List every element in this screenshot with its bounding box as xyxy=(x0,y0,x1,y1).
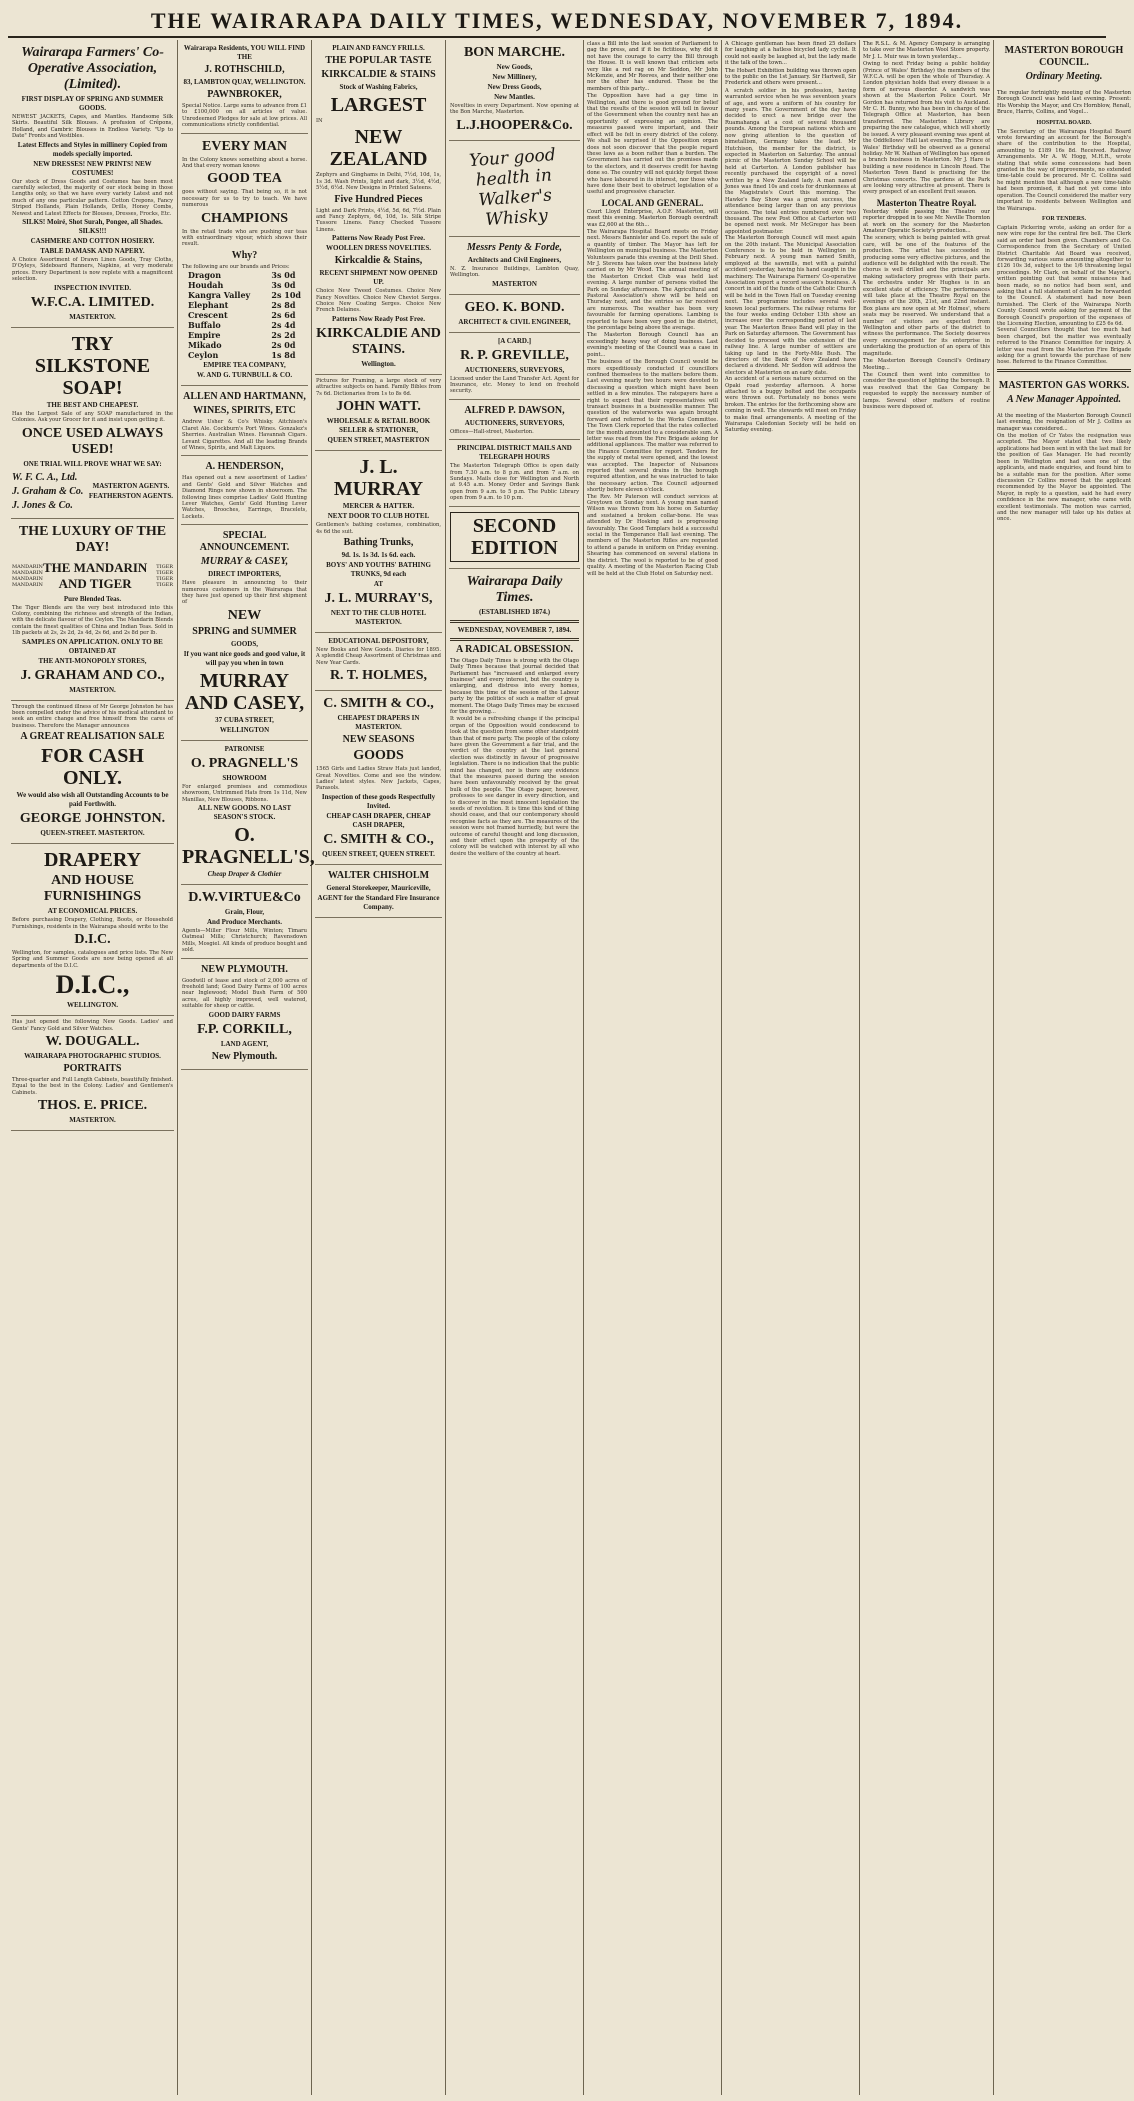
local-filler-1: The Wairarapa Hospital Board meets on Friday next. Messrs Bannister and Co. report the sale of a quantity of timber. The Mayor has left for Wellington on municipal business. The Masterton Volunteers parade this evening at the Drill Shed. Mr J. Stevens has taken over the business lately carried on by Mr Wood. The annual meeting of the Masterton Cricket Club was held last evening. A large number of persons visited the Park on Sunday afternoon. The Agricultural and Pastoral Association's show will be held on Thursday next, and the entries so far received are numerous. The weather has been very favourable for farming operations. Lambing is reported to have been very good in the district, the percentage being above the average. xyxy=(587,228,718,332)
local-body-2: The Masterton Borough Council has an exceedingly heavy way of doing business. Last evening's meeting of the Council was a case in point... xyxy=(587,332,718,358)
allen-ad xyxy=(181,386,308,456)
dawson-filler: Offices—Hall-street, Masterton. xyxy=(450,428,534,435)
one-trial: ONE TRIAL WILL PROVE WHAT WE SAY: xyxy=(23,459,162,468)
nice-goods: If you want nice goods and good value, it will pay you when in town xyxy=(183,649,306,667)
murrays: J. L. MURRAY'S, xyxy=(324,590,433,606)
penty-ad xyxy=(449,237,580,295)
bon-marche: BON MARCHE. xyxy=(463,45,566,60)
watt-filler: Pictures for Framing, a large stock of very attractive subjects on hand. Family Bibles from 7s 6d. Dictionaries from 1s to 8s 6d. xyxy=(316,377,441,397)
new-millinery: New Millinery, xyxy=(492,73,537,81)
furnishings-title: AND HOUSE FURNISHINGS xyxy=(43,873,142,905)
cheap-draper: Cheap Draper & Clothier xyxy=(207,870,282,878)
council-filler-1: The Secretary of the Wairarapa Hospital Board wrote forwarding an account for the Borough's share of the contribution to the Hospital, amounting to £189 16s 8d. Received. Railway Arrangements. Mr A. W. Hogg, M.H.R., wrote stating that while some concessions had been granted in the way of improvements, no extended time-table could be procured. Mr C. Collins said he might mention that although a new time-table had been promised, it had not yet come into operation. The Council considered the matter very important to residents between Wellington and the Wairarapa. xyxy=(997,128,1131,212)
murray-big: MURRAY AND CASEY, xyxy=(184,669,305,714)
article-filler-1: The Opposition have had a gay time in Wellington, and there is good ground for belief that the results of the session will tell in favour of the Government when the country next has an opportunity of expressing an opinion. The measures passed were important, and their effect will be felt in every district of the colony. We shall be surprised if the Opposition organ does not soon discover that the people regard these laws as a boon rather than a burden. The Government has carried out the promises made to the electors, and it deserves credit for having done so. The country will not quickly forget those who have laboured in its interest, nor those who have done their best to obstruct legislation of a useful and progressive character. xyxy=(587,93,718,196)
mandarin-filler: The Tiger Blends are the very best introduced into this Colony, combining the richness and strength of the Indian, with the delicate flavour of the Ceylon. The Mandarin Blends contain the finest qualities of China and Indian Teas. Sold in 1lb packets at 2s, 2s 2d, 2s 4d, 2s 6d, and 2s 8d per lb. xyxy=(12,604,173,637)
local-filler-3: The Rev. Mr Paterson will conduct services at Greytown on Sunday next. A young man named Wilson was thrown from his horse on Saturday and sustained a broken collar-bone. He was attended by Dr Hosking and is progressing favourably. The Good Templars held a successful social in the Temperance Hall last evening. The members of the Masterton Rifles are requested to attend a parade in uniform on Friday evening. Shearing has commenced on several stations in the district. The wool is reported to be of good quality. A meeting of the Masterton Racing Club will be held at the Club Hotel on Saturday next. xyxy=(587,493,718,577)
farmers-filler: Our stock of Dress Goods and Costumes has been most carefully selected, the majority of our stock being in those Lengths only, so that we have every variety Latest and not much of any one particular pattern. Cotton Crepons, Fancy Striped Hollands, Plain Hollands, Drills, Honey Combs, Newest and Latest Effects for Blouses, Dresses, Frocks, Etc. xyxy=(12,178,173,217)
turnbull: W. AND G. TURNBULL & CO. xyxy=(196,371,293,380)
queen-street: QUEEN-STREET. MASTERTON. xyxy=(40,829,145,838)
good-dairy: GOOD DAIRY FARMS xyxy=(208,1010,281,1019)
gas-works xyxy=(997,375,1131,412)
special-announcement: SPECIAL ANNOUNCEMENT. xyxy=(199,530,290,554)
farmers-text: NEWEST JACKETS, Capes, and Mantles. Handsome Silk Skirts. Beautiful Silk Blouses. A profusion of Crêpons, Holland, and Cambric Blouses in Endless Variety. "Up to Date" Fronts and Vestibles. xyxy=(12,114,173,140)
murray-ad xyxy=(315,451,442,633)
tea-price: 3s 0d xyxy=(271,270,296,281)
new-zealand: NEW ZEALAND xyxy=(329,126,428,171)
farmers-sub: FIRST DISPLAY OF SPRING AND SUMMER GOODS. xyxy=(21,95,164,112)
agents-locations xyxy=(89,481,173,502)
virtue-title: D.W.VIRTUE&Co xyxy=(188,890,301,905)
gas-body: At the meeting of the Masterton Borough Council last evening, the resignation of Mr J. Collins as manager was considered... xyxy=(997,412,1131,432)
thos-price: THOS. E. PRICE. xyxy=(37,1098,148,1114)
produce: And Produce Merchants. xyxy=(207,918,282,926)
whisky-ad xyxy=(449,141,580,237)
council-filler-2: Captain Pickering wrote, asking an order for a new wire rope for the central fire bell. The Clerk said an order had been given. Chambers and Co. Correspondence from the Secretary of United District Charitable Aid Board was received, forwarding various sums amounting altogether to £126 10s 3d, subject to the 1/6 threatening legal proceedings. Mr Clark, on behalf of the Mayor's, written pointing out that some nuisances had been made, so no notice had been sent, and asking that a full statement of claim be forwarded to the Council. A statement had now been furnished. The Clerk of the Wairarapa North County Council wrote asking for payment of the Borough Council's proportion of the expenses of the Licensing Election, amounting to £25 6s 6d. xyxy=(997,224,1131,327)
corkill-location: New Plymouth. xyxy=(211,1050,278,1062)
column-4 xyxy=(446,40,584,2095)
portraits: PORTRAITS xyxy=(63,1063,122,1074)
tea-name: Kangra Valley xyxy=(188,290,251,301)
tea-name: Dragon xyxy=(188,270,222,281)
chisholm: WALTER CHISHOLM xyxy=(327,869,430,881)
direct-importers: DIRECT IMPORTERS, xyxy=(208,570,281,579)
at-label: AT xyxy=(373,579,384,588)
editorial-body: The Otago Daily Times is strong with the Otago Daily Times because that journal decided that Parliament has "increased and enlarged every business" and every interest, but the country is enlarging, and distress into every homes, because this time of the session of the Labour party by the politics of such a matter of great moment. The Otago Daily Times may be excused for the growing... xyxy=(450,657,579,715)
economical: AT ECONOMICAL PRICES. xyxy=(47,907,138,916)
dic-wellington: WELLINGTON. xyxy=(66,1001,119,1010)
virtue-ad xyxy=(181,885,308,959)
auctioneers: AUCTIONEERS, SURVEYORS, xyxy=(464,365,565,374)
column-3 xyxy=(312,40,446,2095)
new-goods: New Goods, xyxy=(496,63,533,71)
column-5 xyxy=(584,40,722,2095)
second-edition-title: SECOND EDITION xyxy=(450,512,579,562)
drapery-title: DRAPERY xyxy=(43,849,142,872)
local-body-1: Court Lloyd Enterprise, A.O.F. Masterton, will meet this evening. Masterton Borough overdraft was £2,600 at the 6th... xyxy=(587,208,718,228)
greville-ad xyxy=(449,333,580,400)
champions: CHAMPIONS xyxy=(200,210,289,226)
tea-name: Empire xyxy=(188,330,221,341)
once-used: ONCE USED ALWAYS USED! xyxy=(21,425,164,457)
agent-standard: AGENT for the Standard Fire Insurance Company. xyxy=(317,893,440,911)
rothschild-sub: 83, LAMBTON QUAY, WELLINGTON. xyxy=(183,78,306,86)
silkstone-sub: THE BEST AND CHEAPEST. xyxy=(46,400,139,409)
new-dresses: NEW DRESSES! NEW PRINTS! NEW COSTUMES! xyxy=(33,159,152,177)
general-storekeeper: General Storekeeper, Mauriceville, xyxy=(326,883,431,892)
mercer: MERCER & HATTER. xyxy=(342,502,415,511)
pragnell-filler: For enlarged premises and commodious showroom, Untrimmed Hats from 1s 11d, New Manillas, New Blouses, Ribbons. xyxy=(182,783,307,803)
wholesale: WHOLESALE & RETAIL BOOK SELLER & STATIONER, xyxy=(326,417,431,435)
dawson-ad xyxy=(449,400,580,440)
henderson-ad xyxy=(181,456,308,525)
holmes-ad xyxy=(315,633,442,691)
tea-filler-2: goes without saying. That being so, it is not necessary for us to try to teach. We have numerous xyxy=(182,189,307,209)
tea-name: Ceylon xyxy=(188,350,219,361)
bathing: Bathing Trunks, xyxy=(343,536,414,548)
dougall-ad xyxy=(11,1016,174,1131)
gas-title: MASTERTON GAS WORKS. xyxy=(998,379,1130,391)
mandarin-title: THE MANDARIN AND TIGER xyxy=(42,559,148,591)
wines-filler: Andrew Usher & Co's Whisky. Aitchison's Claret Ale. Cockburn's Port Wines. Gonzalez's Sherries. Australian Wines. Havannah Cigars. Levant Cigarettes. And all the leading Brands of Wines, Spirits, and Malt Liquors. xyxy=(182,419,307,451)
holmes: R. T. HOLMES, xyxy=(329,668,428,684)
virtue-filler: Agents—Miller Flour Mills, Winton; Timaru Oatmeal Mills; Christchurch; Ravensdown Mills, Mosgiel. All kinds of produce bought and sold. xyxy=(182,928,307,954)
club-hotel: NEXT DOOR TO CLUB HOTEL xyxy=(327,512,430,521)
tea-filler: In the Colony knows something about a horse. And that every woman knows xyxy=(182,156,307,170)
kirkcaldie-wellington: Wellington. xyxy=(361,359,396,368)
silkstone-filler: Has the Largest Sale of any SOAP manufactured in the Colonies. Ask your Grocer for it and insist upon getting it. xyxy=(12,410,173,424)
col6-filler-3: An accident of a serious nature occurred on the Opaki road yesterday afternoon. A horse attached to a buggy bolted and the occupants were thrown out. Fortunately no bones were broken. The entries for the forthcoming show are coming in well. The stewards will meet on Friday to make final arrangements. A meeting of the Wairarapa Caledonian Society will be held on Saturday evening. xyxy=(725,376,856,434)
dougall-sub: WAIRARAPA PHOTOGRAPHIC STUDIOS. xyxy=(24,1052,161,1060)
local-general-title: LOCAL AND GENERAL. xyxy=(601,197,704,208)
new-seasons: NEW SEASONS xyxy=(342,734,415,746)
mandarin-ad xyxy=(11,519,174,701)
for-tenders: FOR TENDERS. xyxy=(1042,215,1086,222)
cheapest: CHEAPEST DRAPERS IN MASTERTON. xyxy=(337,714,420,732)
tea-filler-3: In the retail trade who are pushing our teas with extraordinary vigour, which shows their result. xyxy=(182,228,307,248)
tea-name: Elephant xyxy=(188,300,229,311)
col6-filler-2: The Masterton Borough Council will meet again on the 20th instant. The Municipal Association Conference is to be held in Wellington in February next. A young man named Smith, employed at the sawmills, met with a painful accident yesterday, having his hand caught in the machinery. The Wairarapa Farmers' Co-operative Association report a record season's business. A concert in aid of the funds of the Catholic Church will be held in the Town Hall on Tuesday evening next. The programme includes several well-known local performers. The railway returns for the four weeks ending October 13th show an increase over the corresponding period of last year. The Masterton Brass Band will play in the Park on Saturday afternoon. The Government has decided to proceed with the extension of the railway line. A large number of settlers are taking up land in the Forty-Mile Bush. The directors of the Bank of New Zealand have declared a dividend. Mr Seddon will address the electors at Masterton on an early date. xyxy=(725,235,856,376)
agent-3: J. Jones & Co. xyxy=(12,499,73,511)
patterns-1: Patterns Now Ready Post Free. xyxy=(332,234,425,243)
stock-wash: Stock of Washing Fabrics, xyxy=(339,83,418,91)
murray-filler: Gentlemen's bathing costumes, combination, 4s 6d the suit. xyxy=(316,522,441,535)
mandarin-left-column: MANDARIN MANDARIN MANDARIN MANDARIN xyxy=(12,563,43,588)
divider xyxy=(450,620,579,623)
col6-body-1: A Chicago gentleman has been fined 25 dollars for laughing at a hatless bicycled lady cyclist. It could not easily be laughed at, but the lady made it the talk of the town... xyxy=(725,41,856,67)
portraits-filler: Three-quarter and Full Length Cabinets, beautifully finished. Equal to the best in the Colony. Ladies' and Gentlemen's Cabinets. xyxy=(12,1077,173,1096)
cashmere: CASHMERE AND COTTON HOSIERY. xyxy=(30,237,155,246)
masthead-title: THE WAIRARAPA DAILY TIMES, WEDNESDAY, NOVEMBER 7, 1894. xyxy=(150,8,964,33)
mails-ad xyxy=(449,440,580,506)
divider xyxy=(450,638,579,641)
dic-big: D.I.C., xyxy=(55,970,130,1000)
pawnbroker: PAWNBROKER, xyxy=(207,89,282,100)
radical-title: A RADICAL OBSESSION. xyxy=(456,643,573,655)
col7-body-1: The R.S.L. & M. Agency Company is arranging to take over the Masterton Wool Store property. Mr J. L. Muir was in town yesterday... xyxy=(863,41,990,60)
new-season: ALL NEW GOODS. NO LAST SEASON'S STOCK. xyxy=(197,804,292,821)
realisation-title: A GREAT REALISATION SALE xyxy=(20,731,165,743)
kirkcaldie-filler-2: Light and Dark Prints, 4½d, 5d, 6d, 7½d. Plain and Fancy Zephyrs, 6d, 10d, 1s. Silk Stripe Tussore Linens. Fancy Checked Tussore Linens. xyxy=(316,207,441,233)
tea-name: Buffalo xyxy=(188,320,221,331)
chisholm-ad xyxy=(315,865,442,918)
kirkcaldie-3: KIRKCALDIE AND STAINS. xyxy=(316,325,441,357)
samples-line: SAMPLES ON APPLICATION. ONLY TO BE OBTAINED AT xyxy=(22,637,163,655)
patronise: PATRONISE xyxy=(224,744,265,753)
col7-filler-3: The Council then went into committee to consider the question of lighting the borough. It was resolved that the Gas Company be requested to supply the necessary number of lamps. Several other matters of routine business were disposed of. xyxy=(863,371,990,410)
kirkcaldie-2: Kirkcaldie & Stains, xyxy=(334,255,423,267)
smith-ad xyxy=(315,691,442,865)
graham-title: J. GRAHAM AND CO., xyxy=(20,667,165,683)
pawnbroker-filler: Special Notice. Large sums to advance from £1 to £100,000 on all articles of value. Unredeemed Pledges for sale at low prices. All communications strictly confidential. xyxy=(182,103,307,129)
murray-wellington: WELLINGTON xyxy=(219,725,270,734)
smith-title: C. SMITH & CO., xyxy=(323,696,434,712)
hooper: L.J.HOOPER&Co. xyxy=(456,117,573,133)
pragnell-ad xyxy=(181,741,315,885)
bon-marche-filler: Novelties in every Department. Now opening at the Bon Marche, Masterton. xyxy=(450,103,579,116)
recent-shipment: RECENT SHIPMENT NOW OPENED UP. xyxy=(319,269,438,287)
corkill-filler: Goodwill of lease and stock of 2,000 acres of freehold land; Good Dairy Farms of 100 acres near Inglewood; Model Bush Farm of 500 acres, all highly improved, well watered, suitable for sheep or cattle. xyxy=(182,977,307,1010)
second-edition xyxy=(449,507,580,569)
agent-1: W. F. C. A., Ltd. xyxy=(12,471,78,483)
murray-filler: Have pleasure in announcing to their numerous customers in the Wairarapa that they have just opened up their first shipment of xyxy=(182,580,307,606)
greville-filler: Licensed under the Land Transfer Act. Agent for Insurance, etc. Money to lend on freehold security. xyxy=(450,375,579,395)
agents-loc-1: MASTERTON AGENTS. xyxy=(92,482,170,490)
masthead xyxy=(8,6,1106,38)
tea-price: 2s 10d xyxy=(271,290,301,301)
council-body-1: The regular fortnightly meeting of the Masterton Borough Council was held last evening. Present: His Worship the Mayor, and Crs Hornblow, Renall, Bruce, Harris, Collins, and Vogel... xyxy=(997,90,1131,116)
new-label: NEW xyxy=(227,607,262,623)
gas-filler: On the motion of Cr Yates the resignation was accepted. The Mayor stated that two likely applications had been sent in with the last mail for the position of Gas Manager. He had recently been in Wellington and had seen one of the applicants, and made enquiries, and found him to be a suitable man for the position. After some discussion Cr Collins moved that the applicant recommended by the Mayor be appointed. The Mayor, in reply to a question, said he had every confidence in the new manager, who came with excellent testimonials. The motion was carried, and the new manager will take up his duties at once. xyxy=(997,433,1131,523)
grain: Grain, Flour, xyxy=(224,908,265,916)
smith-inspection: Inspection of these goods Respectfully Invited. xyxy=(321,792,436,810)
plain-frills: PLAIN AND FANCY FRILLS. xyxy=(332,44,425,52)
col7-filler-1: Owing to next Friday being a public holiday (Prince of Wales' Birthday) the members of the W.F.C.A. will be open the whole of Thursday. A London physician holds that every disease is a form of nervous disorder. A sandwich was shown at the Masterton Police Court. Mr Gordon has returned from his visit to Auckland. Mr C. H. Bunny, who has been in charge of the Telegraph Office at Masterton, has been transferred. The Masterton Library are preparing the new catalogue, which will shortly be issued. A very pleasant evening was spent at the Oddfellows' Hall last evening. The Prince of Wales' Birthday will be observed as a general holiday. Mr W. Nathan of Wellington has opened a branch business in Masterton. Mr J. Hare is building a new residence in Lincoln Road. The Masterton Town Band is practising for the Christmas concerts. The gardens at the Park are looking very attractive at present. There is every prospect of an excellent fruit season. xyxy=(863,61,990,196)
inspection-invited: INSPECTION INVITED. xyxy=(53,283,132,292)
tea-price: 2s 8d xyxy=(271,300,296,311)
col7-filler-2: The scenery, which is being painted with great care, will be one of the features of the production. The artist has succeeded in producing some very effective pictures, and the audience will be delighted with the result. The chorus is well drilled and the principals are making satisfactory progress with their parts. The orchestra under Mr Hughes is in an excellent state of efficiency. The performances will take place at the Theatre Royal on the evenings of the 20th, 21st, and 22nd instant. Box plans are now open at Mr Holmes', where seats may be reserved. We understand that a number of visitors are expected from Wellington and other parts of the district to witness the performance. The Society deserves every encouragement for its enterprise in undertaking the production of an opera of this magnitude. xyxy=(863,235,990,357)
johnston-filler: Through the continued illness of Mr George Johnston he has been compelled under the advice of his medical attendant to seek an entire change and free himself from the cares of business. Therefore the Manager announces xyxy=(12,703,173,729)
penty-title: Messrs Penty & Forde, xyxy=(467,241,562,253)
dic-small: D.I.C. xyxy=(74,931,111,947)
dawson-sub: AUCTIONEERS, SURVEYORS, xyxy=(464,418,565,427)
col6-filler-1: A scratch soldier in his profession, having warranted service when he was seventeen years of age, and wore a uniform of his country for many years. The Government of the day have decided to erect a new bridge over the Ruamahanga at a cost of several thousand pounds. Among the European nations which are now giving attention to the question of bimetallism, Germany takes the lead. Mr Hutchison, the member for the district, is expected in Masterton on Saturday. The annual picnic of the Masterton Sunday School will be held at Carterton. A London publisher has recently purchased the copyright of a novel written by a New Zealand lady. A man named Jones was fined 10s and costs for drunkenness at the Magistrate's Court this morning. The Hawke's Bay Show was a great success, the attendance being larger than on any previous occasion. The total entries numbered over two thousand. The new Post Office at Carterton will be opened next week. Mr McGregor has been appointed postmaster. xyxy=(725,87,856,235)
column-7 xyxy=(860,40,994,2095)
cheap-cash: CHEAP CASH DRAPER, CHEAP CASH DRAPER, xyxy=(326,811,431,829)
pragnell-title: O. PRAGNELL'S xyxy=(190,755,299,771)
borough-title: MASTERTON BOROUGH COUNCIL. xyxy=(1004,45,1124,68)
borough-council xyxy=(997,40,1131,89)
wfca-masterton: MASTERTON. xyxy=(69,312,116,321)
goods-label: GOODS, xyxy=(230,639,259,648)
silks-line: SILKS! Moiré, Shot Surah, Pongee, all Shades. SILKS!!! xyxy=(22,218,163,236)
daily-times: Wairarapa Daily Times. xyxy=(466,573,563,605)
smith-filler: 1565 Girls and Ladies Straw Hats just landed, Great Novelties. Come and see the window. Ladies' latest styles. New Jackets, Capes, Parasols. xyxy=(316,766,441,792)
showroom: SHOWROOM xyxy=(222,773,267,782)
architects: Architects and Civil Engineers, xyxy=(467,255,562,264)
smith-queen-st: QUEEN STREET, QUEEN STREET. xyxy=(322,849,435,858)
every-man: EVERY MAN xyxy=(202,138,287,154)
column-6 xyxy=(722,40,860,2095)
kirkcaldie-filler-3: Choice New Tweed Costumes. Choice New Fancy Novelties. Choice New Cheviot Serges. Choice New Coating Serges. Choice New French Delaines. xyxy=(316,288,441,314)
anti-monopoly: THE ANTI-MONOPOLY STORES, xyxy=(38,656,147,665)
divider xyxy=(997,369,1131,372)
theatre-title: Masterton Theatre Royal. xyxy=(876,197,977,208)
tea-filler-4: The following are our brands and Prices: xyxy=(182,263,290,270)
murray-title: J. L. MURRAY xyxy=(333,456,424,501)
murray-casey-ad xyxy=(181,525,308,741)
dic-filler: Before purchasing Drapery, Clothing, Boots, or Household Furnishings, residents in the Wairarapa should write to the xyxy=(12,917,173,930)
bathing-price: 9d. 1s. 1s 3d. 1s 6d. each. xyxy=(341,550,416,559)
latest-effects: Latest Effects and Styles in millinery Copied from models specially imported. xyxy=(17,140,168,158)
column-1 xyxy=(8,40,178,2095)
silkstone-ad xyxy=(11,328,174,519)
farmers-title: Wairarapa Farmers' Co-Operative Association, (Limited). xyxy=(21,45,164,92)
agents-loc-2: FEATHERSTON AGENTS. xyxy=(88,492,173,500)
murray-casey: MURRAY & CASEY, xyxy=(200,556,289,568)
henderson-title: A. HENDERSON, xyxy=(205,461,284,473)
murray-location: NEXT TO THE CLUB HOTEL MASTERTON. xyxy=(330,608,427,626)
outstanding: We would also wish all Outstanding Accounts to be paid Forthwith. xyxy=(16,791,169,809)
bond-title: GEO. K. BOND. xyxy=(464,299,565,315)
dic-ad xyxy=(11,844,174,1016)
tea-price: 1s 8d xyxy=(271,350,296,361)
cuba-street: 37 CUBA STREET, xyxy=(215,715,274,724)
mandarin-right-column: TIGER TIGER TIGER TIGER xyxy=(156,563,173,588)
largest: LARGEST xyxy=(330,94,427,116)
tea-name: Crescent xyxy=(188,310,228,321)
kirkcaldie-ad xyxy=(315,40,442,375)
henderson-filler: Has opened out a new assortment of Ladies' and Gents' Gold and Silver Watches and Diamond Rings now shown in showroom. The following lines comprise Ladies' Gold Hunting Lever Watches, Gents' Gold Hunting Lever Watches, Brooches, Earrings, Bracelets, Lockets. xyxy=(182,475,307,520)
agents-names xyxy=(12,470,83,514)
corkill-ad xyxy=(181,959,308,1070)
new-dress: New Dress Goods, xyxy=(487,83,542,91)
five-hundred: Five Hundred Pieces xyxy=(334,193,423,205)
graham-masterton: MASTERTON. xyxy=(69,685,116,694)
table-damask: TABLE DAMASK AND NAPERY. xyxy=(40,247,145,256)
rothschild-title: J. ROTHSCHILD, xyxy=(204,64,285,75)
mandarin-header xyxy=(12,558,173,594)
mails-filler: The Masterton Telegraph Office is open daily from 7.30 a.m. to 8 p.m. and from 7 a.m. on Sundays. Mails close for Wellington and North at 9.45 a.m. Money Order and Savings Bank open from 9 a.m. to 5 p.m. The Public Library open from 9 a.m. to 10 p.m. xyxy=(450,463,579,502)
smith-goods: GOODS xyxy=(353,748,404,764)
greville: R. P. GREVILLE, xyxy=(460,347,569,363)
card-label: [A CARD.] xyxy=(497,336,532,345)
column-2 xyxy=(178,40,315,2095)
penty-masterton: MASTERTON xyxy=(492,279,537,288)
editorial-filler: It would be a refreshing change if the principal organ of the Opposition would condescend to look at the question from some other standpoint than that of mere party. The people of the colony have given the Government a fair trial, and the verdict of the country at the last general election was distinctly in favour of progressive legislation. There is no indication that the public mind has changed, nor is there any evidence that the measures passed during the session have been unfavourably received by the great bulk of the people. The Otago paper, however, professes to see danger in every direction, and to discover in the most innocent legislation the seeds of revolution. It is time this kind of thing should cease, and that our contemporary should recognise facts as they are. The measures of the session were not framed hurriedly, but were the outcome of careful thought and long discussion, and their effect upon the prosperity of the colony will be watched with interest by all who desire the welfare of the country at heart. xyxy=(450,716,579,857)
col6-body-2: The Hobart Exhibition building was thrown open to the public on the 1st January. Sir Hartwell, Sir Frederick and others were present... xyxy=(725,67,856,87)
pragnell-big: O. PRAGNELL'S, xyxy=(182,824,315,868)
tea-price-list xyxy=(182,270,307,360)
kirkcaldie-1: KIRKCALDIE & STAINS xyxy=(321,69,436,80)
principal-mails: PRINCIPAL DISTRICT MAILS AND TELEGRAPH HOURS xyxy=(457,444,572,462)
bond-ad xyxy=(449,295,580,333)
farmers-filler-2: A Choice Assortment of Drawn Linen Goods, Tray Cloths, D'Oyleys, Sideboard Runners, Napkins, at very moderate prices. Every Department is now replete with a magnificent selection. xyxy=(12,257,173,283)
largest-filler: IN xyxy=(316,118,323,124)
holmes-filler: New Books and New Goods. Diaries for 1895. A splendid Cheap Assortment of Christmas and New Year Cards. xyxy=(316,646,441,666)
allen-title: ALLEN AND HARTMANN, xyxy=(183,391,306,403)
educational: EDUCATIONAL DEPOSITORY, xyxy=(328,636,429,645)
cash-only: FOR CASH ONLY. xyxy=(41,745,144,790)
patterns-2: Patterns Now Ready Post Free. xyxy=(332,314,425,323)
john-watt: JOHN WATT. xyxy=(336,399,421,415)
land-agent: LAND AGENT, xyxy=(220,1039,269,1048)
empire-tea: EMPIRE TEA COMPANY, xyxy=(203,361,286,370)
whisky-script: Your good health in Walker's Whisky xyxy=(468,144,557,230)
dawson: ALFRED P. DAWSON, xyxy=(464,404,565,416)
residents: Wairarapa Residents, YOU WILL FIND THE xyxy=(183,44,306,61)
price-masterton: MASTERTON. xyxy=(69,1116,116,1125)
why: Why? xyxy=(231,249,258,261)
ordinary-meeting: Ordinary Meeting. xyxy=(1025,71,1103,82)
editorial xyxy=(449,569,580,862)
mandarin-sub: Pure Blended Teas. xyxy=(63,594,122,603)
dic-filler-2: Wellington, for samples, catalogues and price lists. The New Spring and Summer Goods are now being opened at all departments of the D.I.C. xyxy=(12,949,173,969)
tea-price: 3s 0d xyxy=(271,280,296,291)
silkstone-title: TRY SILKSTONE SOAP! xyxy=(34,332,151,399)
wfca-title: W.F.C.A. LIMITED. xyxy=(30,294,155,310)
boys-trunks: BOYS' AND YOUTHS' BATHING TRUNKS, 9d each xyxy=(326,560,431,578)
council-filler-3: Several Councillors thought that too much had been charged, but the matter was eventually referred to the Finance Committee for inquiry. A letter was read from the Masterton Fire Brigade asking for a grant towards the purchase of new hose. Referred to the Finance Committee. xyxy=(997,327,1131,366)
farmers-ad xyxy=(11,40,174,328)
watt-ad xyxy=(315,375,442,451)
george-johnston: GEORGE JOHNSTON. xyxy=(19,811,166,827)
tea-price: 2s 6d xyxy=(271,310,296,321)
col7-body-3: The Masterton Borough Council's Ordinary Meeting... xyxy=(863,358,990,371)
luxury-title: THE LUXURY OF THE DAY! xyxy=(18,523,167,555)
hospital-board: HOSPITAL BOARD. xyxy=(1036,119,1092,126)
newspaper-columns xyxy=(8,40,1131,2095)
bond-architect: ARCHITECT & CIVIL ENGINEER, xyxy=(458,317,571,326)
agent-2: J. Graham & Co. xyxy=(12,485,84,497)
article-body-1: class a Bill into the last session of Parliament to gag the press, and if it be fictitious, why did it not have the courage to carry the Bill through the House. It is well known that criticism sets very like a red rag on Mr Seddon, Mr John McKenzie, and Mr Reeves, and their neither one nor the other has endured. These be the members of this party... xyxy=(587,41,718,92)
woollen: WOOLLEN DRESS NOVELTIES. xyxy=(326,244,431,253)
kirkcaldie-filler: Zephyrs and Ginghams in Delhi, 7½d, 10d, 1s, 1s 3d. Wash Prints, light and dark, 3½d, 4½d, 5½d, 6½d. New Designs in Printed Sateens. xyxy=(316,172,441,192)
tea-name: Houdah xyxy=(188,280,224,291)
editorial-date: WEDNESDAY, NOVEMBER 7, 1894. xyxy=(457,625,572,634)
column-8 xyxy=(994,40,1134,2095)
corkill-title: F.P. CORKILL, xyxy=(197,1021,292,1037)
local-filler-2: The business of the Borough Council would be more expeditiously conducted if councillors confined themselves to the matters before them. Last evening nearly two hours were devoted to discussing a question which might have been settled in a few minutes. The ratepayers have a right to expect that their representatives will transact business in a businesslike manner. The question of the waterworks was again brought forward and referred to the Works Committee. The Town Clerk reported that the rates collected for the month amounted to a considerable sum. A letter was read from the Fire Brigade asking for additional appliances. The matter was referred to the Finance Committee for report. Tenders for the supply of metal were opened, and the lowest was accepted. The Inspector of Nuisances reported that several drains in the borough required attention, and he was instructed to take the necessary action. The Council adjourned shortly before eleven o'clock. xyxy=(587,359,718,494)
new-plymouth: NEW PLYMOUTH. xyxy=(201,963,288,975)
theatre-body: Yesterday while passing the Theatre our reporter dropped in to see Mr. Neville Thornton at work on the scenery for the Masterton Amateur Operatic Society's production... xyxy=(863,208,990,234)
good-tea: GOOD TEA xyxy=(207,171,282,187)
new-manager: A New Manager Appointed. xyxy=(1006,393,1122,405)
tea-name: Mikado xyxy=(188,340,222,351)
smith-title-2: C. SMITH & CO., xyxy=(323,831,434,847)
tea-price: 2s 2d xyxy=(271,330,296,341)
watt-queen-st: QUEEN STREET, MASTERTON xyxy=(327,436,430,445)
penty-filler: N. Z. Insurance Buildings, Lambton Quay, Wellington. xyxy=(450,265,579,279)
tea-price: 2s 4d xyxy=(271,320,296,331)
spring-summer: SPRING and SUMMER xyxy=(192,625,297,637)
established: (ESTABLISHED 1874.) xyxy=(478,607,551,616)
popular-taste: THE POPULAR TASTE xyxy=(325,55,432,66)
dougall-title: W. DOUGALL. xyxy=(45,1034,140,1049)
tea-ad xyxy=(181,134,308,387)
johnston-ad xyxy=(11,701,174,845)
wines: WINES, SPIRITS, ETC xyxy=(193,405,296,417)
dougall-filler: Has just opened the following New Goods. Ladies' and Gents' Fancy Gold and Silver Watches. xyxy=(12,1019,173,1032)
agents-block xyxy=(12,470,173,514)
bon-marche-ad xyxy=(449,40,580,141)
tea-price: 2s 0d xyxy=(271,340,296,351)
new-mantles: New Mantles. xyxy=(494,93,535,101)
rothschild-ad xyxy=(181,40,308,134)
